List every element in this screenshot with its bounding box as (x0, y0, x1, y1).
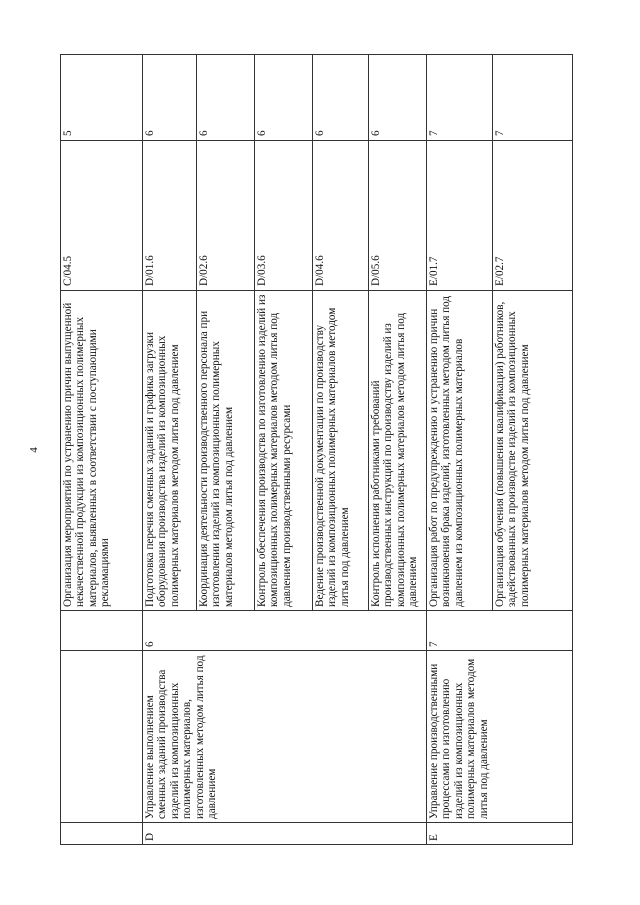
group-name: Управление выполнением сменных заданий производства изделий из композиционных полимерных материалов, изготовленных методом литья под давлением (143, 651, 427, 823)
page-number: 4 (28, 447, 40, 453)
group-letter: E (427, 823, 573, 845)
group-letter: D (143, 823, 427, 845)
qualification-level: 6 (143, 55, 197, 141)
group-level: 7 (427, 611, 573, 651)
table-row (61, 55, 143, 845)
group-level: 6 (143, 611, 427, 651)
function-name: Ведение производственной документации по производству изделий из композиционных полимерных материалов методом литья под давлением (313, 291, 369, 611)
qualification-level: 6 (369, 55, 427, 141)
qualification-level: 6 (255, 55, 313, 141)
table-row (143, 55, 197, 845)
qualification-level: 7 (493, 55, 573, 141)
function-name: Контроль обеспечения производства по изготовлению изделий из композиционных полимерных материалов методом литья под давлением производственными ресурсами (255, 291, 313, 611)
function-code: D/01.6 (143, 141, 197, 291)
group-level-cell (61, 611, 143, 651)
function-name: Контроль исполнения работниками требований производственных инструкций по производству изделий из композиционных полимерных материалов методом литья под давлением (369, 291, 427, 611)
group-letter-cell (61, 823, 143, 845)
qualification-level: 5 (61, 55, 143, 141)
function-code: D/02.6 (197, 141, 255, 291)
function-code: E/01.7 (427, 141, 493, 291)
group-name-cell (61, 651, 143, 823)
function-code: D/03.6 (255, 141, 313, 291)
functions-table (60, 54, 573, 845)
qualification-level: 6 (197, 55, 255, 141)
function-code: D/04.6 (313, 141, 369, 291)
function-name: Координация деятельности производственного персонала при изготовлении изделий из композиционных полимерных материалов методом литья под давлением (197, 291, 255, 611)
qualification-level: 7 (427, 55, 493, 141)
function-code: E/02.7 (493, 141, 573, 291)
table-row (427, 55, 493, 845)
function-name: Подготовка перечня сменных заданий и графика загрузки оборудования производства изделий из композиционных полимерных материалов методом литья под давлением (143, 291, 197, 611)
function-code: D/05.6 (369, 141, 427, 291)
rotated-page (60, 55, 580, 845)
function-name: Организация работ по предупреждению и устранению причин возникновения брака изделий, изготовленных методом литья под давлением из композиционных полимерных материалов (427, 291, 493, 611)
function-name: Организация обучения (повышения квалификации) работников, задействованных в производстве изделий из композиционных полимерных материалов методом литья под давлением (493, 291, 573, 611)
qualification-level: 6 (313, 55, 369, 141)
function-name: Организация мероприятий по устранению причин выпущенной некачественной продукции из композиционных полимерных материалов, выявленных в соответствии с поступающими рекламациями (61, 291, 143, 611)
group-name: Управление производственными процессами по изготовлению изделий из композиционных полимерных материалов методом литья под давлением (427, 651, 573, 823)
function-code: C/04.5 (61, 141, 143, 291)
